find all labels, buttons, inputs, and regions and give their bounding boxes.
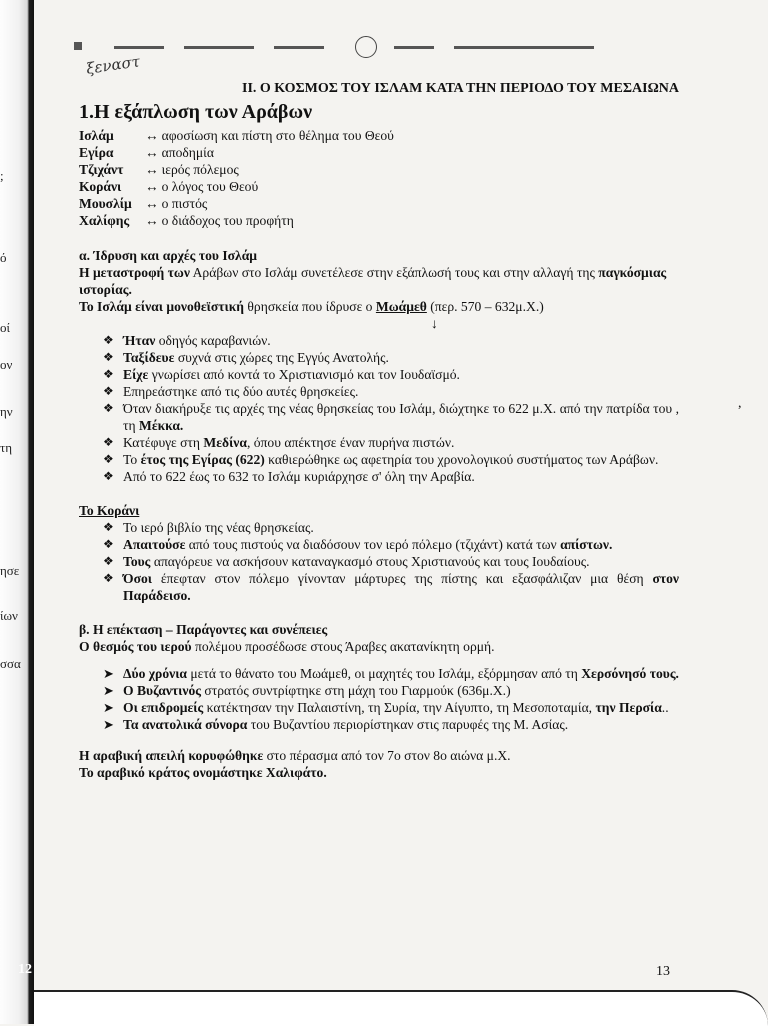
bullet-bold-2: Μεδίνα [203, 435, 247, 450]
bullet-text: γνωρίσει από κοντά το Χριστιανισμό και τον Ιουδαϊσμό. [148, 367, 460, 382]
margin-fragment: οί [0, 320, 10, 335]
bullet-text: Όταν διακήρυξε τις αρχές της νέας θρησκείας του Ισλάμ, διώχτηκε το 622 μ.Χ. από την πατρίδα του , τη [123, 401, 679, 433]
closing-bold: Η αραβική απειλή κορυφώθηκε [79, 748, 264, 763]
intro-bold-2: παγκόσμιας ιστορίας. [79, 265, 667, 297]
bullet-text: του Βυζαντίου περιορίστηκαν στις παρυφές της Μ. Ασίας. [247, 717, 569, 732]
bullet-text: από τους πιστούς να διαδόσουν τον ιερό πόλεμο (τζιχάντ) κατά των [185, 537, 561, 552]
bullet-text: συχνά στις χώρες της Εγγύς Ανατολής. [174, 350, 389, 365]
definition-text: αποδημία [161, 145, 214, 160]
founder-dates: (περ. 570 – 632μ.Χ.) [426, 299, 544, 314]
bullet-text: κατέκτησαν την Παλαιστίνη, τη Συρία, την Αίγυπτο, τη Μεσοποταμία, [203, 700, 596, 715]
margin-mark: , [738, 396, 742, 411]
intro-text: Αράβων στο Ισλάμ συνετέλεσε στην εξάπλωσή τους και στην αλλαγή της [189, 265, 599, 280]
section-title: 1.Η εξάπλωση των Αράβων [79, 101, 313, 123]
subsection-a-intro [79, 264, 679, 298]
glossary-row [79, 212, 679, 229]
handwritten-note: ξεναστ [85, 52, 142, 78]
subsection-b-title-bold: β. Η επέκταση [79, 622, 163, 637]
intro-bold: Ο θεσμός του ιερού [79, 639, 192, 654]
bullet-bold: Δύο χρόνια [123, 666, 187, 681]
closing-text: στο πέρασμα από τον 7ο στον 8ο αιώνα μ.Χ. [263, 748, 511, 763]
margin-fragment: ον [0, 357, 13, 372]
bullet-item [79, 400, 679, 434]
subsection-b-title-rest: – Παράγοντες και συνέπειες [162, 622, 328, 637]
bullet-bold: Ήταν [123, 333, 156, 348]
bullet-item [79, 349, 679, 366]
bullet-item [79, 468, 679, 485]
margin-fragment: ησε [0, 563, 20, 578]
intro-bold: Η μεταστροφή των [79, 265, 190, 280]
bullet-item [79, 451, 679, 468]
glossary-row [79, 144, 679, 161]
double-arrow-icon: ↔ [145, 128, 159, 143]
definition-text: ο διάδοχος του προφήτη [161, 213, 294, 228]
bullet-bold: Όσοι [123, 571, 152, 586]
bullet-bold: Ο Βυζαντινός [123, 683, 201, 698]
bullet-bold: Οι επιδρομείς [123, 700, 204, 715]
bullet-item [79, 366, 679, 383]
subsection-a-title: α. Ίδρυση και αρχές του Ισλάμ [79, 248, 257, 263]
glossary-row [79, 161, 679, 178]
bullet-item [79, 383, 679, 400]
islam-definition [79, 298, 679, 315]
book-spine-shadow [0, 0, 34, 1024]
chapter-title: ΙΙ. Ο ΚΟΣΜΟΣ ΤΟΥ ΙΣΛΑΜ ΚΑΤΑ ΤΗΝ ΠΕΡΙΟΔΟ ΤΟΥ ΜΕΣΑΙΩΝΑ [242, 81, 679, 96]
closing-line-2: Το αραβικό κράτος ονομάστηκε Χαλιφάτο. [79, 765, 327, 780]
glossary-definition [145, 178, 258, 195]
margin-fragment: σσα [0, 656, 21, 671]
header-logo-icon [355, 36, 377, 58]
bullet-item [79, 665, 679, 682]
bullet-text: Κατέφυγε στη [123, 435, 204, 450]
glossary-term: Εγίρα [79, 145, 114, 160]
bullet-text: Το [123, 452, 141, 467]
bullet-text-2: καθιερώθηκε ως αφετηρία του χρονολογικού συστήματος των Αράβων. [264, 452, 659, 467]
bullet-bold: Απαιτούσε [123, 537, 186, 552]
margin-fragment: ην [0, 404, 13, 419]
intro-text: πολέμου προσέδωσε στους Άραβες ακατανίκητη ορμή. [191, 639, 495, 654]
expansion-bullets [79, 665, 679, 733]
bullet-text: Από το 622 έως το 632 το Ισλάμ κυριάρχησε σ' όλη την Αραβία. [123, 469, 475, 484]
glossary-term: Χαλίφης [79, 213, 130, 228]
koran-bullets [79, 519, 679, 604]
bullet-text: Επηρεάστηκε από τις δύο αυτές θρησκείες. [123, 384, 359, 399]
bullet-bold-2: στον Παράδεισο. [123, 571, 679, 603]
islam-definition-text: θρησκεία που ίδρυσε ο [244, 299, 376, 314]
glossary-term: Τζιχάντ [79, 162, 124, 177]
bullet-bold-2: Χερσόνησό τους. [581, 666, 679, 681]
bullet-bold: Τους [123, 554, 151, 569]
definition-text: ο πιστός [161, 196, 208, 211]
definition-text: αφοσίωση και πίστη στο θέλημα του Θεού [161, 128, 394, 143]
bullet-item [79, 699, 679, 716]
glossary-term: Ισλάμ [79, 128, 114, 143]
glossary-definition [145, 195, 207, 212]
page-number: 13 [656, 964, 670, 979]
header-scan-noise [74, 38, 594, 56]
glossary-definition [145, 161, 239, 178]
margin-fragment: ό [0, 250, 7, 265]
definition-text: ο λόγος του Θεού [161, 179, 259, 194]
glossary [79, 127, 679, 229]
page-curl-edge [34, 990, 768, 1026]
glossary-term: Μουσλίμ [79, 196, 132, 211]
bullet-text: Το ιερό βιβλίο της νέας θρησκείας. [123, 520, 314, 535]
glossary-definition [145, 144, 214, 161]
subsection-b-title [79, 621, 679, 638]
bullet-bold: Ταξίδευε [123, 350, 175, 365]
bullet-item [79, 553, 679, 570]
bullet-item [79, 536, 679, 553]
spine-page-number: 12 [18, 962, 32, 977]
down-arrow-icon: ↓ [431, 316, 438, 331]
document-body [79, 80, 679, 781]
double-arrow-icon: ↔ [145, 179, 159, 194]
closing-line-1 [79, 747, 679, 764]
bullet-bold-2: Μέκκα. [138, 418, 184, 433]
bullet-item [79, 570, 679, 604]
double-arrow-icon: ↔ [145, 145, 159, 160]
bullet-item [79, 716, 679, 733]
bullet-bold-2: απίστων. [560, 537, 613, 552]
double-arrow-icon: ↔ [145, 196, 159, 211]
bullet-bold: Τα ανατολικά σύνορα [123, 717, 248, 732]
bullet-item [79, 682, 679, 699]
founder-name: Μωάμεθ [375, 299, 427, 314]
glossary-term: Κοράνι [79, 179, 122, 194]
double-arrow-icon: ↔ [145, 213, 159, 228]
bullet-text: έπεφταν στον πόλεμο γίνονταν μάρτυρες της πίστης και εξασφάλιζαν μια θέση [151, 571, 653, 586]
margin-fragment: ; [0, 168, 4, 183]
bullet-item [79, 332, 679, 349]
margin-fragment: ίων [0, 608, 18, 623]
bullet-bold-2: την Περσία [595, 700, 662, 715]
glossary-row [79, 195, 679, 212]
bullet-text: απαγόρευε να ασκήσουν καταναγκασμό στους Χριστιανούς και τους Ιουδαίους. [150, 554, 590, 569]
bullet-item [79, 434, 679, 451]
glossary-row [79, 127, 679, 144]
subsection-b-intro [79, 638, 679, 655]
bullet-bold-2: έτος της Εγίρας (622) [140, 452, 265, 467]
koran-title: Το Κοράνι [79, 503, 140, 518]
definition-text: ιερός πόλεμος [161, 162, 239, 177]
down-arrow-row [79, 315, 679, 332]
bullet-item [79, 519, 679, 536]
bullet-text: μετά το θάνατο του Μωάμεθ, οι μαχητές του Ισλάμ, εξόρμησαν από τη [187, 666, 582, 681]
bullet-bold: Είχε [123, 367, 149, 382]
glossary-definition [145, 127, 394, 144]
bullet-text: οδηγός καραβανιών. [155, 333, 271, 348]
glossary-definition [145, 212, 294, 229]
margin-fragment: τη [0, 440, 13, 455]
founder-bullets [79, 332, 679, 485]
double-arrow-icon: ↔ [145, 162, 159, 177]
bullet-text-2: , όπου απέκτησε έναν πυρήνα πιστών. [246, 435, 455, 450]
glossary-row [79, 178, 679, 195]
bullet-text: στρατός συντρίφτηκε στη μάχη του Γιαρμούκ (636μ.Χ.) [201, 683, 511, 698]
islam-definition-bold: Το Ισλάμ είναι μονοθεϊστική [79, 299, 245, 314]
bullet-text-2: .. [661, 700, 669, 715]
